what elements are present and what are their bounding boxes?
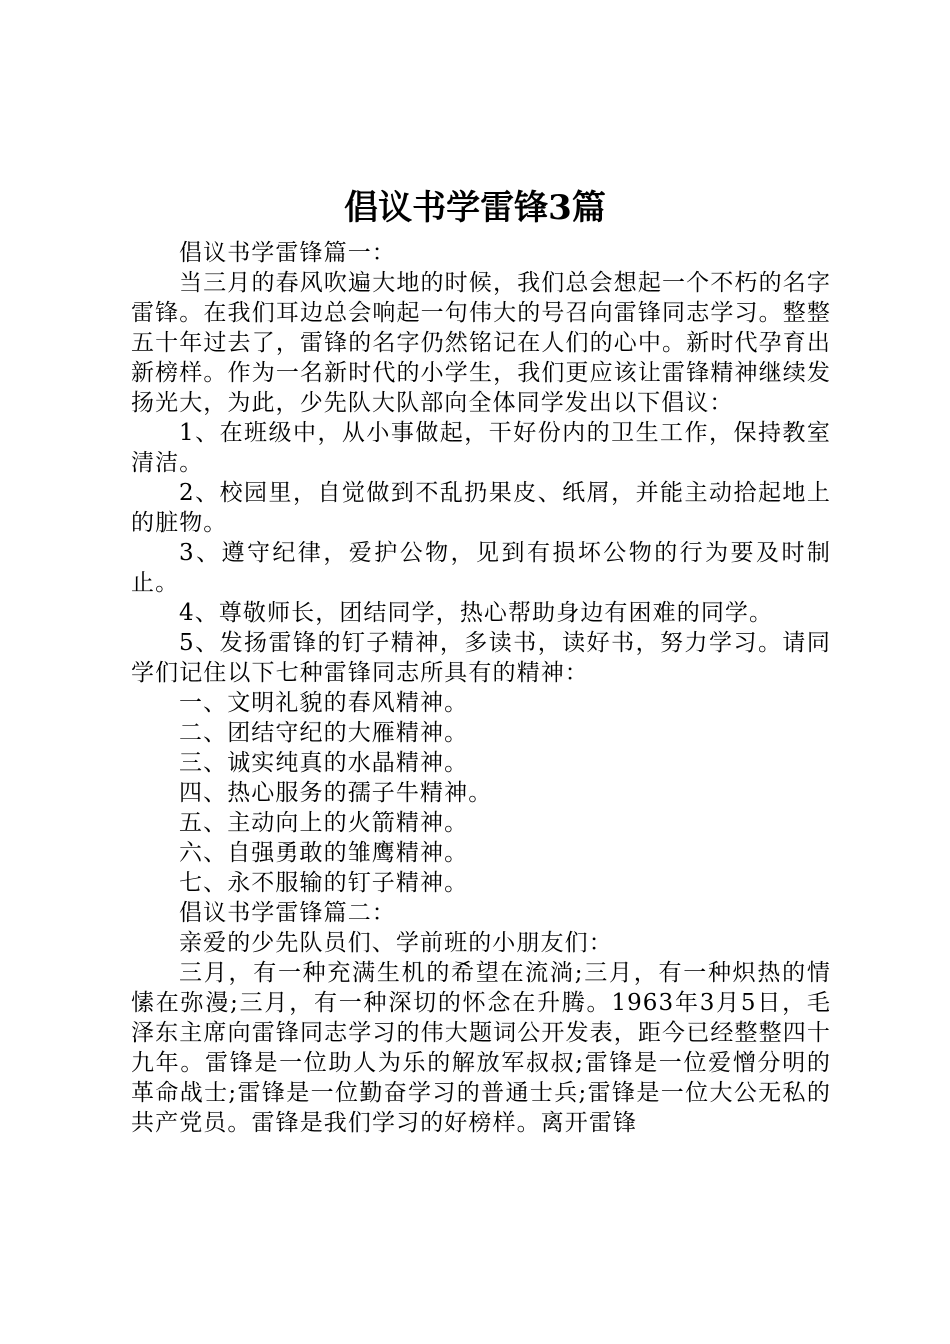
spirit-item-2: 二、团结守纪的大雁精神。 bbox=[179, 720, 469, 746]
proposal-item-1: 1、在班级中，从小事做起，干好份内的卫生工作，保持教室清洁。 bbox=[131, 420, 831, 476]
document-body bbox=[131, 238, 831, 1138]
spirit-item-6: 六、自强勇敢的雏鹰精神。 bbox=[179, 840, 469, 866]
proposal-item-3: 3、遵守纪律，爱护公物，见到有损坏公物的行为要及时制止。 bbox=[131, 540, 831, 596]
salutation: 亲爱的少先队员们、学前班的小朋友们： bbox=[179, 930, 613, 956]
spirit-item-1: 一、文明礼貌的春风精神。 bbox=[179, 690, 469, 716]
section-heading-2: 倡议书学雷锋篇二： bbox=[179, 900, 396, 926]
march-paragraph: 三月，有一种充满生机的希望在流淌;三月，有一种炽热的情愫在弥漫;三月，有一种深切的怀念在升腾。1963年3月5日，毛泽东主席向雷锋同志学习的伟大题词公开发表，距今已经整整四十九年。雷锋是一位助人为乐的解放军叔叔;雷锋是一位爱憎分明的革命战士;雷锋是一位勤奋学习的普通士兵;雷锋是一位大公无私的共产党员。雷锋是我们学习的好榜样。离开雷锋 bbox=[131, 960, 831, 1136]
proposal-item-2: 2、校园里，自觉做到不乱扔果皮、纸屑，并能主动拾起地上的脏物。 bbox=[131, 480, 831, 536]
spirit-item-7: 七、永不服输的钉子精神。 bbox=[179, 870, 469, 896]
section-heading-1: 倡议书学雷锋篇一： bbox=[179, 240, 396, 266]
spirit-item-5: 五、主动向上的火箭精神。 bbox=[179, 810, 469, 836]
spirit-item-3: 三、诚实纯真的水晶精神。 bbox=[179, 750, 469, 776]
proposal-item-4: 4、尊敬师长，团结同学，热心帮助身边有困难的同学。 bbox=[179, 600, 774, 626]
intro-paragraph: 当三月的春风吹遍大地的时候，我们总会想起一个不朽的名字雷锋。在我们耳边总会响起一句伟大的号召向雷锋同志学习。整整五十年过去了，雷锋的名字仍然铭记在人们的心中。新时代孕育出新榜样。作为一名新时代的小学生，我们更应该让雷锋精神继续发扬光大，为此，少先队大队部向全体同学发出以下倡议： bbox=[131, 270, 831, 416]
proposal-item-5: 5、发扬雷锋的钉子精神，多读书，读好书，努力学习。请同学们记住以下七种雷锋同志所具有的精神： bbox=[131, 630, 831, 686]
document-title: 倡议书学雷锋3篇 bbox=[344, 188, 606, 228]
spirit-item-4: 四、热心服务的孺子牛精神。 bbox=[179, 780, 493, 806]
